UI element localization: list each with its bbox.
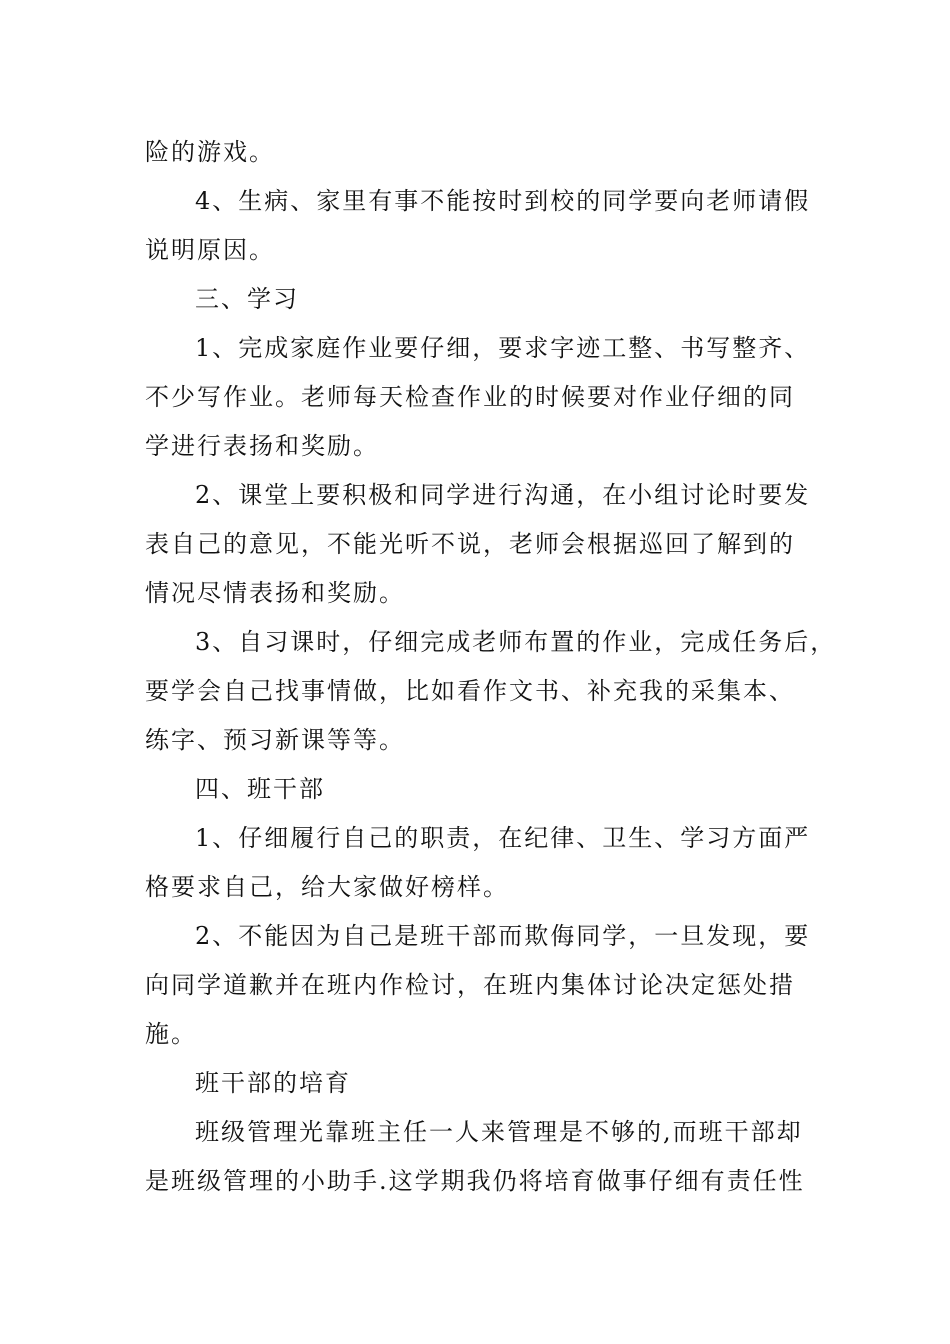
text-line: 练字、预习新课等等。: [145, 726, 405, 754]
text-line: 学进行表扬和奖励。: [145, 432, 379, 460]
text-line: 2、课堂上要积极和同学进行沟通，在小组讨论时要发: [195, 481, 811, 509]
text-line: 要学会自己找事情做，比如看作文书、补充我的采集本、: [145, 677, 795, 705]
text-line: 是班级管理的小助手.这学期我仍将培育做事仔细有责任性: [145, 1167, 805, 1195]
text-line: 说明原因。: [145, 236, 275, 264]
text-line: 2、不能因为自己是班干部而欺侮同学，一旦发现，要: [195, 922, 811, 950]
text-line: 1、仔细履行自己的职责，在纪律、卫生、学习方面严: [195, 824, 811, 852]
text-line: 施。: [145, 1020, 197, 1048]
text-line: 4、生病、家里有事不能按时到校的同学要向老师请假: [195, 187, 811, 215]
section-heading: 四、班干部: [195, 775, 325, 803]
document-body: [145, 128, 837, 1206]
text-line: 向同学道歉并在班内作检讨，在班内集体讨论决定惩处措: [145, 971, 795, 999]
text-line: 险的游戏。: [145, 138, 275, 166]
text-line: 不少写作业。老师每天检查作业的时候要对作业仔细的同: [145, 383, 795, 411]
text-line: 格要求自己，给大家做好榜样。: [145, 873, 509, 901]
section-heading: 三、学习: [195, 285, 299, 313]
text-line: 3、自习课时，仔细完成老师布置的作业，完成任务后，: [195, 628, 837, 656]
text-line: 表自己的意见，不能光听不说，老师会根据巡回了解到的: [145, 530, 795, 558]
section-heading: 班干部的培育: [195, 1069, 351, 1097]
text-line: 1、完成家庭作业要仔细，要求字迹工整、书写整齐、: [195, 334, 811, 362]
text-line: 情况尽情表扬和奖励。: [145, 579, 405, 607]
text-line: 班级管理光靠班主任一人来管理是不够的,而班干部却: [195, 1118, 803, 1146]
